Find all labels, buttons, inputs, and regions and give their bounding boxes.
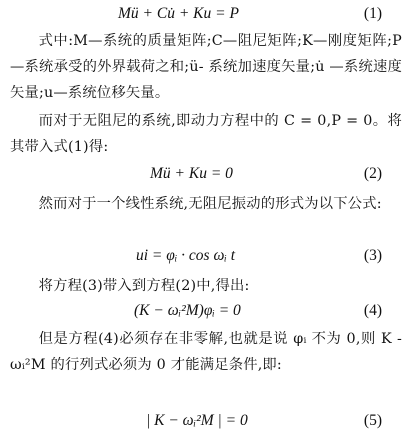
- equation-number: (3): [363, 247, 382, 264]
- paragraph-nonzero-solution: 但是方程(4)必须存在非零解,也就是说 φᵢ 不为 0,则 K - ωᵢ²M 的行列式必须为 0 才能满足条件,即:: [10, 331, 402, 373]
- equation-expression: Mü + Ku = 0: [150, 165, 233, 182]
- equation-number: (5): [363, 412, 382, 429]
- equation-expression: Mü + Cu̇ + Ku = P: [118, 5, 239, 22]
- equation-number: (1): [363, 5, 382, 22]
- equation-5: [0, 409, 382, 433]
- paragraph-substitute: 将方程(3)带入到方程(2)中,得出:: [38, 278, 250, 294]
- equation-expression: uі = φᵢ · cos ωᵢ t: [136, 247, 236, 264]
- equation-4: [0, 299, 382, 323]
- equation-number: (4): [363, 302, 382, 319]
- equation-number: (2): [363, 165, 382, 182]
- paragraph-linear-system: 然而对于一个线性系统,无阻尼振动的形式为以下公式:: [38, 196, 382, 212]
- paragraph-undamped-system: 而对于无阻尼的系统,即动力方程中的 C = 0,P = 0。将其带入式(1)得:: [10, 113, 402, 155]
- equation-2: [0, 162, 382, 186]
- equation-1: [0, 2, 382, 26]
- paragraph-symbol-definitions: 式中:M—系统的质量矩阵;C—阻尼矩阵;K—刚度矩阵;P—系统承受的外界载荷之和;ü- 系统加速度矢量;u̇ —系统速度矢量;u—系统位移矢量。: [10, 33, 402, 101]
- equation-3: [0, 244, 382, 268]
- equation-expression: (K − ωᵢ²M)φᵢ = 0: [134, 302, 241, 319]
- equation-expression: | K − ωᵢ²M | = 0: [146, 412, 248, 429]
